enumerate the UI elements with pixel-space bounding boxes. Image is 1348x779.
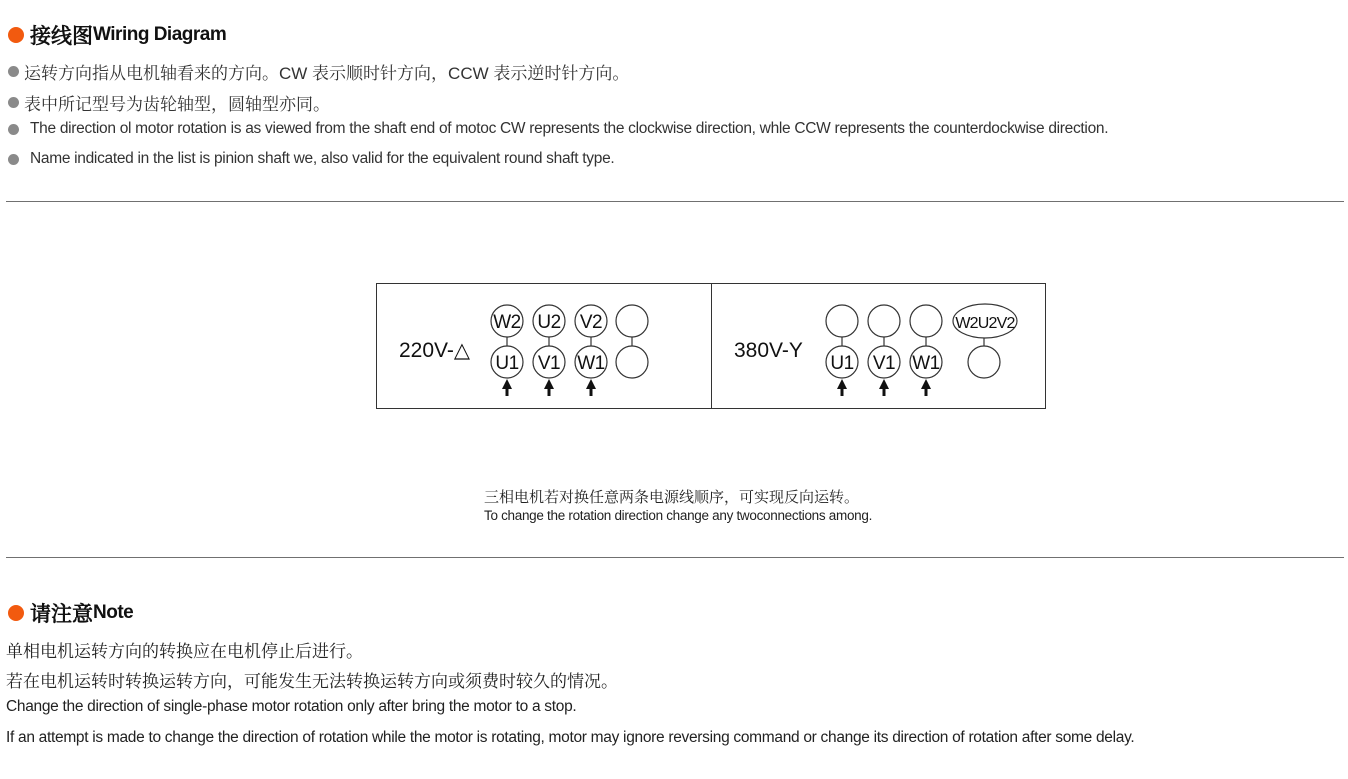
arrow-shaft	[590, 388, 593, 396]
terminal-circle	[616, 346, 648, 378]
bullet-text: Name indicated in the list is pinion shaft we, also valid for the equivalent round shaft type.	[30, 150, 615, 167]
note-heading	[8, 598, 133, 628]
terminal-circle	[910, 305, 942, 337]
terminal-label: W2	[493, 312, 521, 333]
arrow-shaft	[841, 388, 844, 396]
delta-label: 220V-△	[399, 339, 471, 362]
section-divider	[6, 557, 1344, 558]
note-line: 若在电机运转时转换运转方向，可能发生无法转换运转方向或须费时较久的情况。	[6, 672, 618, 691]
terminal-label: V1	[872, 353, 896, 374]
note-line: 单相电机运转方向的转换应在电机停止后进行。	[6, 642, 363, 661]
note-title-cn: 请注意	[30, 602, 93, 626]
arrow-up-icon	[502, 379, 512, 389]
arrow-shaft	[883, 388, 886, 396]
arrow-shaft	[925, 388, 928, 396]
arrow-up-icon	[879, 379, 889, 389]
bullet-text: The direction ol motor rotation is as viewed from the shaft end of motoc CW represents the clockwise direction, whle CCW represents the counterdockwise direction.	[30, 120, 1109, 137]
terminal-circle	[968, 346, 1000, 378]
terminal-label: W2U2V2	[955, 315, 1015, 332]
arrow-up-icon	[921, 379, 931, 389]
bullet-text: 运转方向指从电机轴看来的方向。CW 表示顺时针方向，CCW 表示逆时针方向。	[24, 64, 630, 83]
arrow-up-icon	[837, 379, 847, 389]
arrow-up-icon	[586, 379, 596, 389]
orange-bullet-icon	[8, 605, 24, 621]
arrow-shaft	[548, 388, 551, 396]
star-label: 380V-Y	[734, 339, 803, 362]
caption-cn: 三相电机若对换任意两条电源线顺序，可实现反向运转。	[484, 489, 860, 506]
wiring-title-cn: 接线图	[30, 24, 93, 48]
note-line: If an attempt is made to change the direction of rotation while the motor is rotating, motor may ignore reversing command or change its direction of rotation after some delay.	[6, 729, 1135, 746]
terminal-label: U2	[537, 312, 561, 333]
terminal-label: V1	[537, 353, 561, 374]
terminal-circle	[616, 305, 648, 337]
terminal-label: V2	[579, 312, 603, 333]
note-line: Change the direction of single-phase motor rotation only after bring the motor to a stop.	[6, 698, 577, 715]
arrow-up-icon	[544, 379, 554, 389]
note-title-en: Note	[93, 602, 134, 623]
terminal-label: U1	[495, 353, 519, 374]
terminal-label: W1	[577, 353, 605, 374]
wiring-title-en: Wiring Diagram	[93, 24, 227, 45]
arrow-shaft	[506, 388, 509, 396]
terminal-circle	[826, 305, 858, 337]
terminal-label: W1	[912, 353, 940, 374]
caption-en: To change the rotation direction change any twoconnections among.	[484, 508, 873, 523]
bullet-text: 表中所记型号为齿轮轴型，圆轴型亦同。	[24, 95, 330, 114]
terminal-circle	[868, 305, 900, 337]
terminal-label: U1	[830, 353, 854, 374]
